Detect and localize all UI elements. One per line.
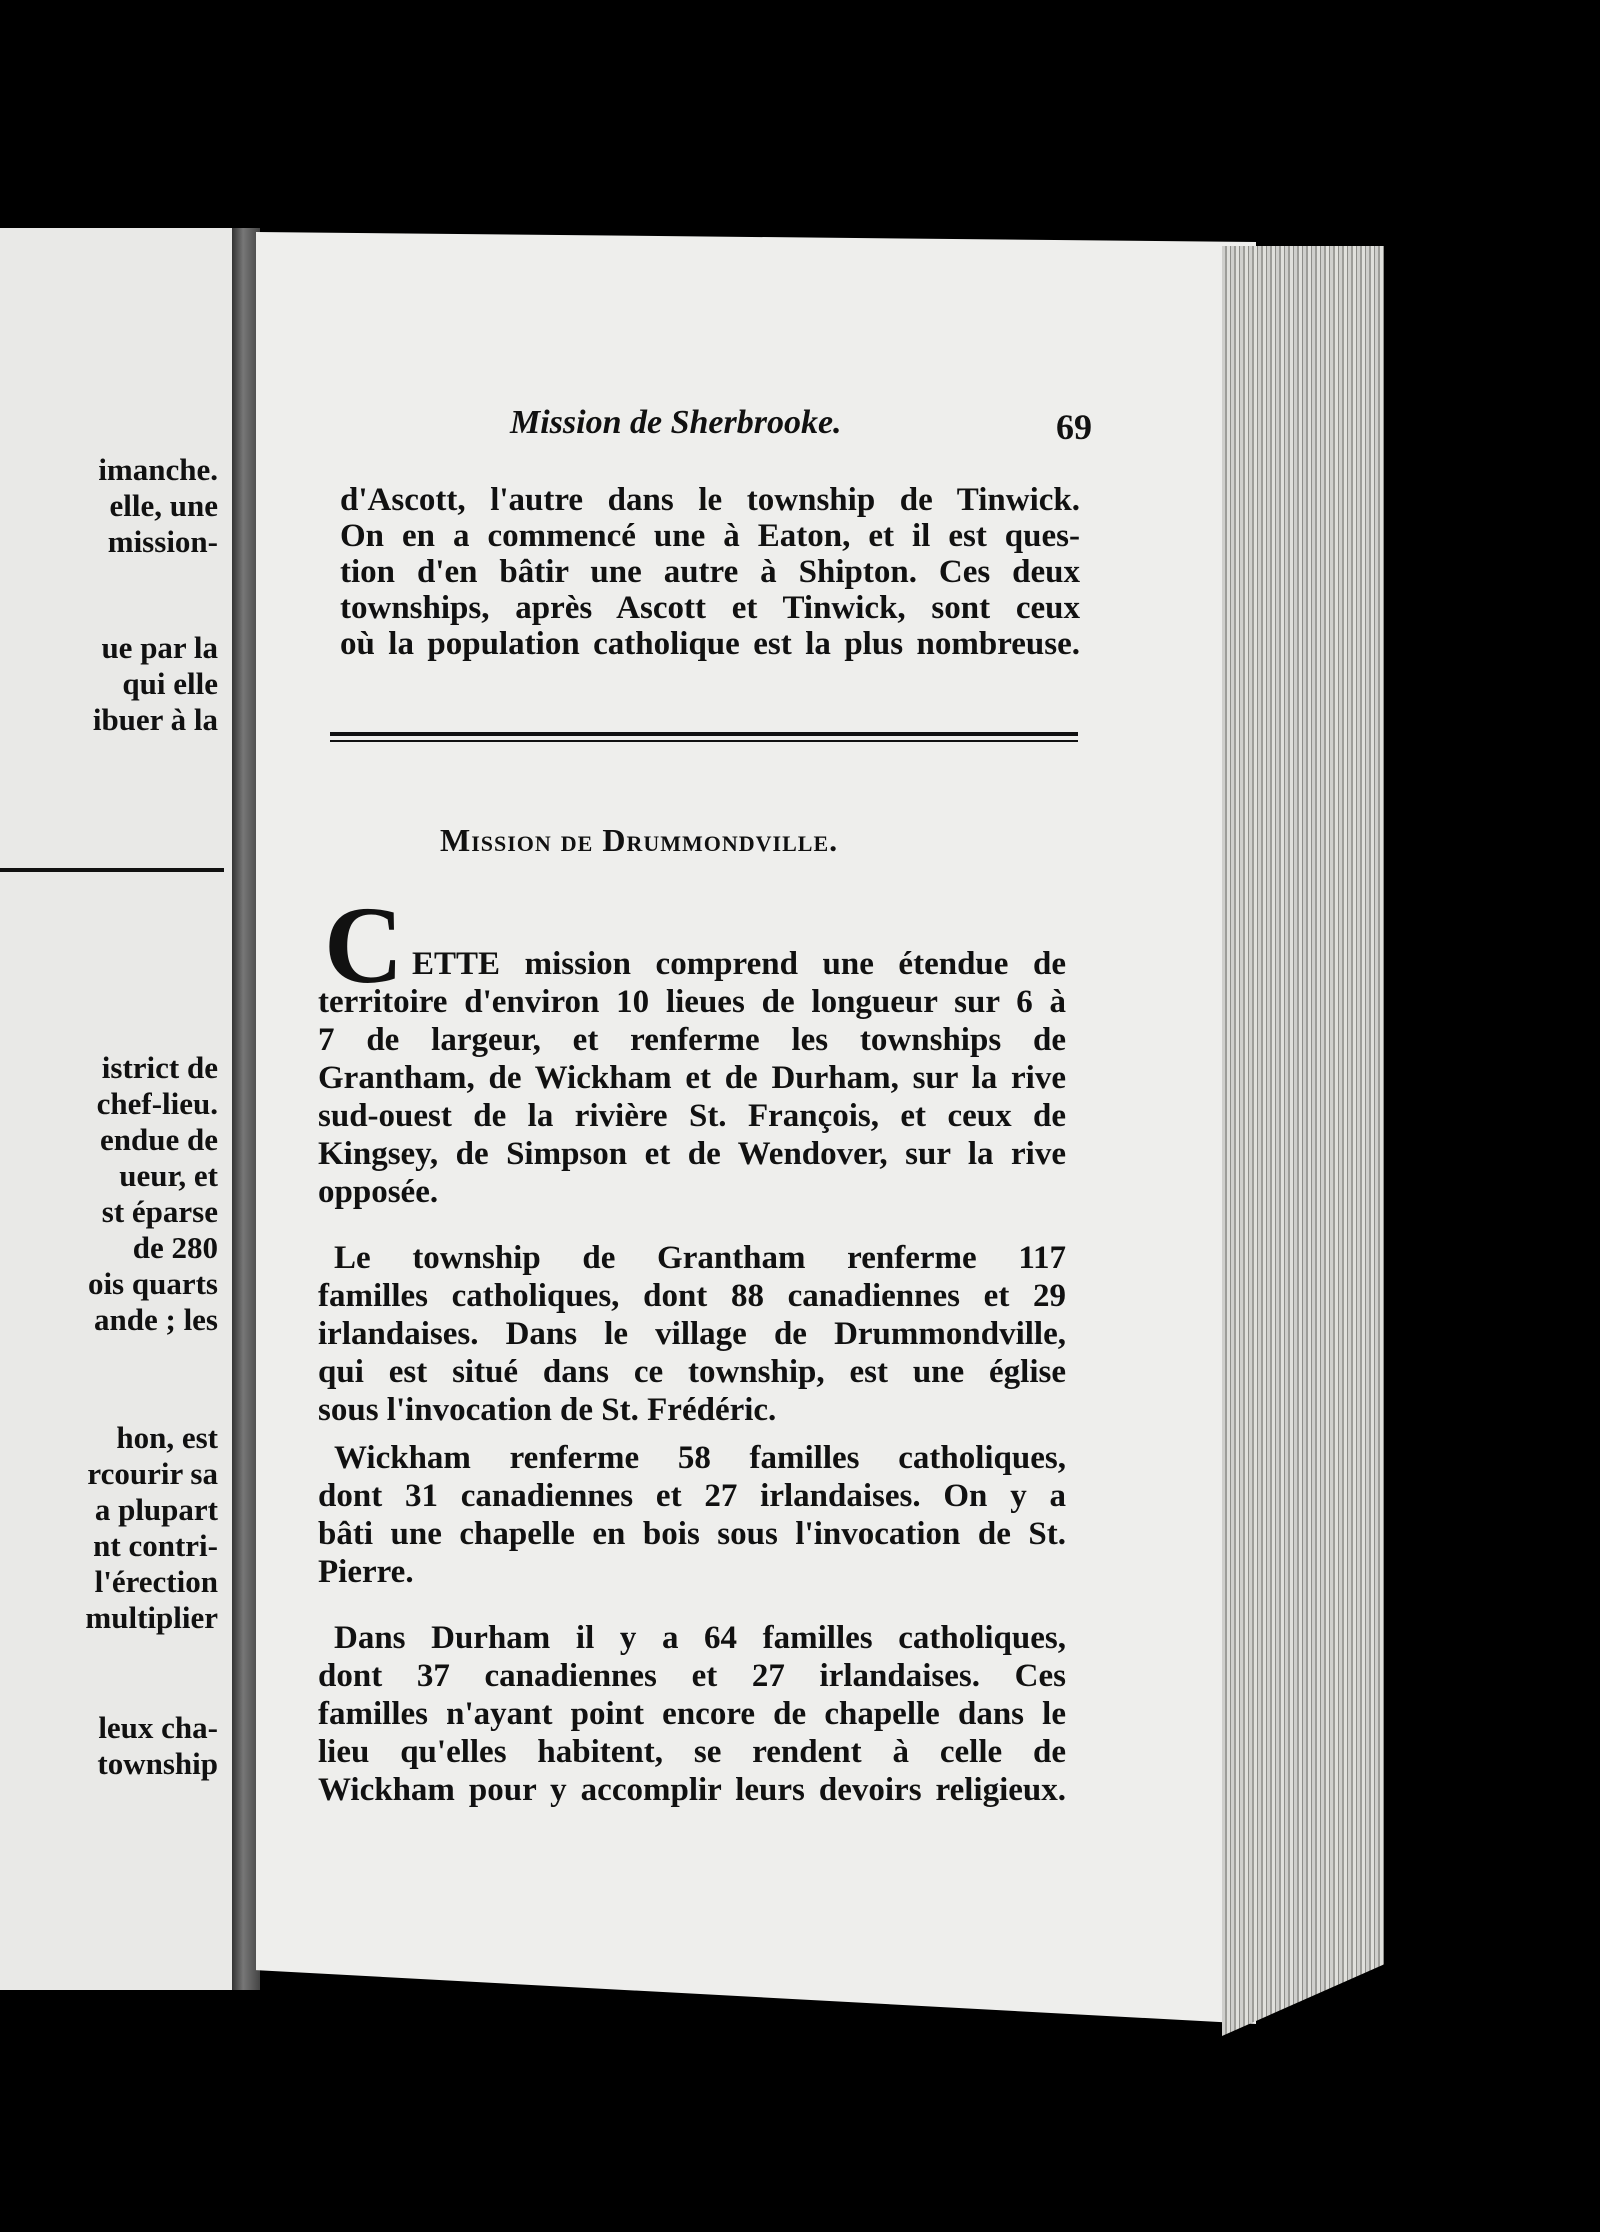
- left-page-line: mission-: [107, 524, 218, 559]
- text-line: On en a commencé une à Eaton, et il est ques-: [340, 518, 1080, 554]
- left-page-line: istrict de: [101, 1050, 218, 1085]
- text-line: sous l'invocation de St. Frédéric.: [318, 1392, 777, 1428]
- text-line: familles catholiques, dont 88 canadiennes et 29: [318, 1278, 1066, 1314]
- text-line: irlandaises. Dans le village de Drummondville,: [318, 1316, 1066, 1352]
- left-page-line: l'érection: [94, 1564, 218, 1599]
- left-page-line: ois quarts: [87, 1266, 218, 1301]
- text-line: familles n'ayant point encore de chapelle dans le: [318, 1696, 1066, 1732]
- text-line: dont 31 canadiennes et 27 irlandaises. On y a: [318, 1478, 1066, 1514]
- left-page-line: st éparse: [101, 1194, 218, 1229]
- left-page-line: ue par la: [101, 630, 218, 665]
- text-line: Kingsey, de Simpson et de Wendover, sur la rive: [318, 1136, 1066, 1172]
- text-line: Wickham pour y accomplir leurs devoirs religieux.: [318, 1772, 1066, 1808]
- left-facing-page: [0, 228, 235, 1990]
- left-page-line: rcourir sa: [87, 1456, 218, 1491]
- text-line: bâti une chapelle en bois sous l'invocation de St.: [318, 1516, 1066, 1552]
- text-line: Dans Durham il y a 64 familles catholiques,: [334, 1620, 1066, 1656]
- section-title: Mission de Drummondville.: [440, 822, 839, 858]
- text-line: territoire d'environ 10 lieues de longueur sur 6 à: [318, 984, 1066, 1020]
- text-line: où la population catholique est la plus nombreuse.: [340, 626, 1080, 662]
- text-line: ETTE mission comprend une étendue de: [412, 946, 1066, 982]
- text-line: opposée.: [318, 1174, 439, 1210]
- text-line: d'Ascott, l'autre dans le township de Tinwick.: [340, 482, 1080, 518]
- left-page-rule: [0, 868, 224, 872]
- section-divider: [330, 732, 1078, 742]
- left-page-line: ande ; les: [94, 1302, 218, 1337]
- left-page-line: nt contri-: [93, 1528, 218, 1563]
- text-line: Grantham, de Wickham et de Durham, sur la rive: [318, 1060, 1066, 1096]
- left-page-line: chef-lieu.: [96, 1086, 218, 1121]
- text-line: lieu qu'elles habitent, se rendent à celle de: [318, 1734, 1066, 1770]
- text-line: 7 de largeur, et renferme les townships de: [318, 1022, 1066, 1058]
- left-page-line: de 280: [132, 1230, 218, 1265]
- text-line: Pierre.: [318, 1554, 414, 1590]
- left-page-line: endue de: [100, 1122, 218, 1157]
- left-page-line: leux cha-: [98, 1710, 218, 1745]
- book-gutter: [232, 228, 260, 1990]
- text-line: sud-ouest de la rivière St. François, et ceux de: [318, 1098, 1066, 1134]
- text-line: townships, après Ascott et Tinwick, sont ceux: [340, 590, 1080, 626]
- left-page-line: qui elle: [122, 666, 218, 701]
- text-line: Wickham renferme 58 familles catholiques,: [334, 1440, 1066, 1476]
- text-line: dont 37 canadiennes et 27 irlandaises. Ces: [318, 1658, 1066, 1694]
- left-page-line: a plupart: [94, 1492, 218, 1527]
- left-page-line: elle, une: [109, 488, 218, 523]
- text-line: tion d'en bâtir une autre à Shipton. Ces deux: [340, 554, 1080, 590]
- text-line: qui est situé dans ce township, est une église: [318, 1354, 1066, 1390]
- running-header: Mission de Sherbrooke.: [510, 404, 842, 441]
- left-page-line: ibuer à la: [92, 702, 218, 737]
- drop-cap: C: [324, 884, 404, 1006]
- left-page-line: multiplier: [85, 1600, 218, 1635]
- left-page-line: imanche.: [98, 452, 218, 487]
- text-line: Le township de Grantham renferme 117: [334, 1240, 1066, 1276]
- page-edges: [1222, 246, 1384, 2036]
- left-page-line: township: [97, 1746, 218, 1781]
- page-number: 69: [1056, 407, 1092, 447]
- left-page-line: ueur, et: [119, 1158, 218, 1193]
- left-page-line: hon, est: [116, 1420, 218, 1455]
